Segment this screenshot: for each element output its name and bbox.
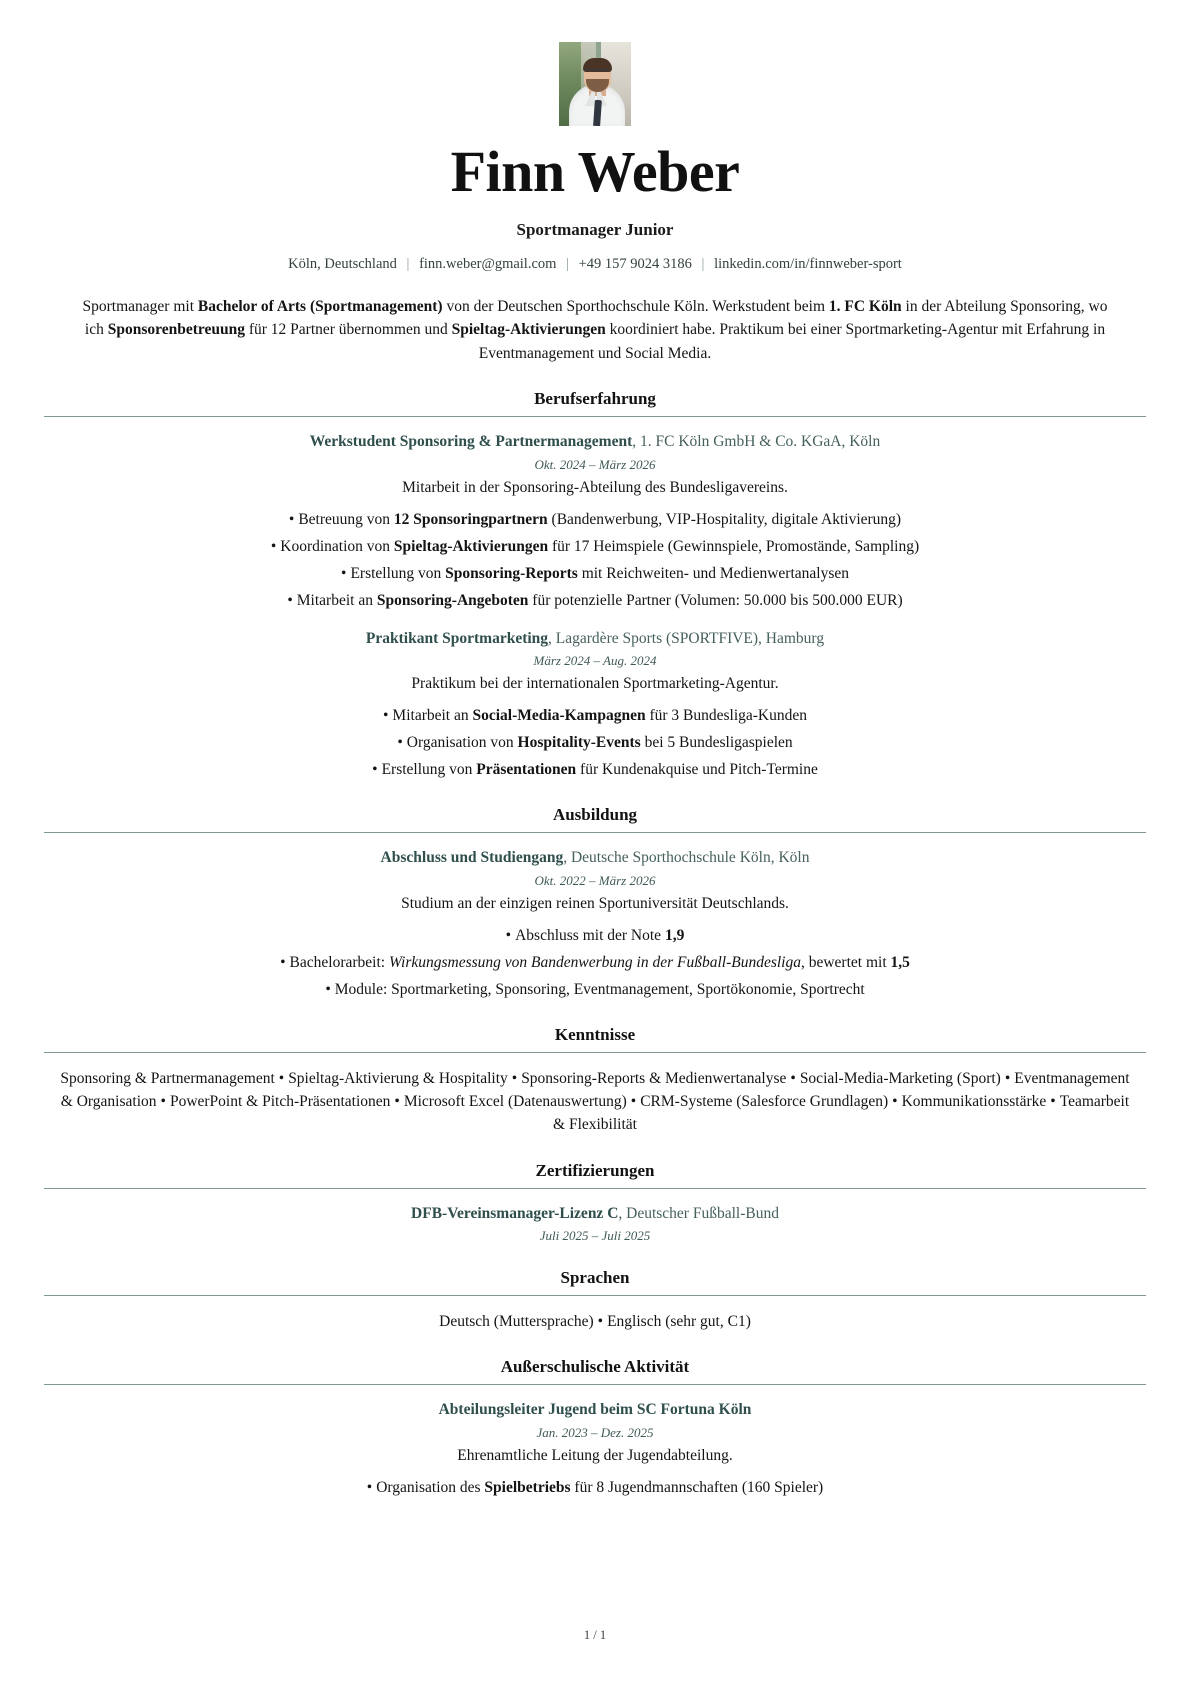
- experience-bullet: [44, 759, 1146, 781]
- education-entry-organization: , Deutsche Sporthochschule Köln, Köln: [563, 849, 810, 867]
- certification-entries: [44, 1203, 1146, 1244]
- bullet-text-mid: , bewertet mit: [800, 953, 891, 971]
- bullet-text: Betreuung von: [298, 510, 394, 528]
- contact-line: [44, 256, 1146, 273]
- section-title-experience: Berufserfahrung: [534, 389, 656, 409]
- certification-entry: [44, 1203, 1146, 1244]
- summary-bold-1: Bachelor of Arts (Sportmanagement): [197, 297, 443, 315]
- bullet-text: Bachelorarbeit:: [289, 953, 389, 971]
- experience-entry-dates: März 2024 – Aug. 2024: [533, 653, 657, 669]
- section-title-certifications: Zertifizierungen: [535, 1160, 655, 1180]
- bullet-text-post: für Kundenakquise und Pitch-Termine: [576, 761, 818, 779]
- profile-photo: [559, 42, 631, 126]
- skill-item: Teamarbeit & Flexibilität: [553, 1093, 1130, 1134]
- experience-entry-organization: , Lagardère Sports (SPORTFIVE), Hamburg: [548, 629, 825, 647]
- language-item: Englisch (sehr gut, C1): [607, 1313, 751, 1331]
- bullet-dot-icon: •: [505, 926, 512, 944]
- summary-text-3: in der Abteilung Sponsoring, wo ich: [84, 297, 1108, 339]
- bullet-text-post: für 17 Heimspiele (Gewinnspiele, Promostände, Sampling): [548, 537, 920, 555]
- bullet-text-post: (Bandenwerbung, VIP-Hospitality, digitale Aktivierung): [547, 510, 902, 528]
- list-separator-dot-icon: •: [892, 1093, 898, 1111]
- list-separator-dot-icon: •: [1004, 1069, 1011, 1087]
- education-bullet: [44, 979, 1146, 1001]
- activity-entry: [44, 1399, 1146, 1498]
- list-separator-dot-icon: •: [394, 1093, 400, 1111]
- skill-item: Eventmanagement & Organisation: [60, 1069, 1130, 1111]
- section-divider-skills: [44, 1052, 1146, 1053]
- list-separator-dot-icon: •: [160, 1093, 166, 1111]
- section-activities: [44, 1357, 1146, 1498]
- experience-entries: [44, 431, 1146, 781]
- photo-glasses: [585, 69, 610, 77]
- experience-bullet: [44, 705, 1146, 727]
- education-entry-heading: [44, 847, 1146, 869]
- bullet-dot-icon: •: [280, 953, 286, 971]
- bullet-text: Mitarbeit an: [392, 707, 473, 725]
- candidate-headline: Sportmanager Junior: [516, 219, 674, 239]
- languages-list: [58, 1310, 1133, 1333]
- summary-bold-4: Spieltag-Aktivierungen: [451, 321, 606, 339]
- activity-entries: [44, 1399, 1146, 1498]
- section-title-languages: Sprachen: [560, 1268, 630, 1288]
- bullet-emphasis: Hospitality-Events: [517, 734, 641, 752]
- education-entries: [44, 847, 1146, 1000]
- bullet-emphasis: 12 Sponsoringpartnern: [393, 510, 548, 528]
- bullet-dot-icon: •: [287, 591, 293, 609]
- bullet-emphasis: Präsentationen: [476, 761, 577, 779]
- bullet-text: Koordination von: [280, 537, 394, 555]
- section-title-activities: Außerschulische Aktivität: [500, 1357, 690, 1377]
- experience-entry-bullets: [44, 509, 1146, 612]
- summary-text-5: koordiniert habe. Praktikum bei einer Sportmarketing-Agentur mit Erfahrung in Eventmanagement und Social Media.: [478, 321, 1106, 362]
- bullet-emphasis: 1,5: [890, 953, 910, 971]
- section-divider-languages: [44, 1295, 1146, 1296]
- list-separator-dot-icon: •: [597, 1313, 604, 1331]
- bullet-dot-icon: •: [325, 980, 331, 998]
- certification-entry-role: DFB-Vereinsmanager-Lizenz C: [411, 1204, 619, 1222]
- summary-text-1: Sportmanager mit: [82, 297, 198, 315]
- section-skills: [44, 1025, 1146, 1137]
- experience-entry-role: Praktikant Sportmarketing: [365, 629, 549, 647]
- bullet-text-post: mit Reichweiten- und Medienwertanalysen: [577, 564, 849, 582]
- bullet-dot-icon: •: [372, 761, 378, 779]
- experience-entry-bullets: [44, 705, 1146, 781]
- education-entry-role: Abschluss und Studiengang: [380, 849, 564, 867]
- contact-separator-1: |: [406, 255, 410, 272]
- section-divider-activities: [44, 1384, 1146, 1385]
- bullet-emphasis: 1,9: [664, 926, 685, 944]
- bullet-emphasis: Spielbetriebs: [484, 1478, 571, 1496]
- summary-bold-3: Sponsorenbetreuung: [107, 321, 245, 339]
- experience-bullet: [44, 536, 1146, 558]
- activity-entry-heading: [44, 1399, 1146, 1421]
- section-divider-experience: [44, 416, 1146, 417]
- experience-entry-dates: Okt. 2024 – März 2026: [534, 456, 656, 472]
- list-separator-dot-icon: •: [278, 1069, 285, 1087]
- certification-entry-organization: , Deutscher Fußball-Bund: [618, 1204, 779, 1222]
- skill-item: CRM-Systeme (Salesforce Grundlagen): [640, 1093, 889, 1111]
- list-separator-dot-icon: •: [790, 1069, 796, 1087]
- education-entry-dates: Okt. 2022 – März 2026: [534, 872, 656, 888]
- skill-item: Kommunikationsstärke: [901, 1093, 1047, 1111]
- section-certifications: [44, 1161, 1146, 1244]
- candidate-name: Finn Weber: [450, 139, 740, 204]
- experience-bullet: [44, 732, 1146, 754]
- experience-entry-heading: [44, 628, 1146, 650]
- summary-bold-2: 1. FC Köln: [828, 297, 902, 315]
- bullet-text-post: für 8 Jugendmannschaften (160 Spieler): [570, 1478, 824, 1496]
- summary-text-4: für 12 Partner übernommen und: [244, 321, 452, 339]
- section-divider-education: [44, 832, 1146, 833]
- skills-list: [58, 1067, 1133, 1137]
- education-bullet: [44, 925, 1146, 947]
- skill-item: Microsoft Excel (Datenauswertung): [403, 1093, 627, 1111]
- bullet-text-post: für potenzielle Partner (Volumen: 50.000 bis 500.000 EUR): [528, 591, 903, 609]
- skill-item: PowerPoint & Pitch-Präsentationen: [169, 1093, 391, 1111]
- activity-entry-role: Abteilungsleiter Jugend beim SC Fortuna Köln: [438, 1401, 752, 1419]
- bullet-emphasis: Spieltag-Aktivierungen: [393, 537, 549, 555]
- bullet-text: Erstellung von: [350, 564, 446, 582]
- section-title-education: Ausbildung: [552, 805, 638, 825]
- language-item: Deutsch (Muttersprache): [439, 1313, 594, 1331]
- bullet-dot-icon: •: [341, 564, 347, 582]
- bullet-emphasis: Social-Media-Kampagnen: [472, 707, 646, 725]
- bullet-text-post: für 3 Bundesliga-Kunden: [645, 707, 808, 725]
- experience-entry-description: Mitarbeit in der Sponsoring-Abteilung des Bundesligavereins.: [402, 478, 788, 496]
- bullet-emphasis: Sponsoring-Reports: [445, 564, 578, 582]
- skill-item: Spieltag-Aktivierung & Hospitality: [288, 1069, 508, 1087]
- skill-item: Sponsoring & Partnermanagement: [60, 1069, 275, 1087]
- bullet-emphasis: Sponsoring-Angeboten: [376, 591, 529, 609]
- education-entry-bullets: [44, 925, 1146, 1001]
- skill-item: Sponsoring-Reports & Medienwertanalyse: [521, 1069, 787, 1087]
- summary-text-2: von der Deutschen Sporthochschule Köln. Werkstudent beim: [442, 297, 829, 315]
- experience-entry-organization: , 1. FC Köln GmbH & Co. KGaA, Köln: [632, 433, 881, 451]
- professional-summary: [80, 295, 1110, 366]
- contact-separator-2: |: [566, 255, 569, 272]
- experience-entry: [44, 431, 1146, 611]
- activity-entry-dates: Jan. 2023 – Dez. 2025: [536, 1424, 654, 1440]
- page-footer: 1 / 1: [583, 1628, 607, 1642]
- contact-location: Köln, Deutschland: [288, 255, 397, 272]
- contact-phone[interactable]: +49 157 9024 3186: [578, 255, 692, 272]
- section-languages: [44, 1268, 1146, 1333]
- bullet-dot-icon: •: [366, 1478, 373, 1496]
- activity-entry-description: Ehrenamtliche Leitung der Jugendabteilung.: [457, 1446, 733, 1464]
- bullet-dot-icon: •: [382, 707, 389, 725]
- education-entry-description: Studium an der einzigen reinen Sportuniversität Deutschlands.: [401, 894, 789, 912]
- certification-entry-dates: Juli 2025 – Juli 2025: [539, 1228, 651, 1244]
- bullet-text: Abschluss mit der Note: [515, 926, 665, 944]
- profile-photo-wrapper: [44, 42, 1146, 126]
- contact-separator-3: |: [701, 255, 705, 272]
- bullet-text: Erstellung von: [381, 761, 477, 779]
- experience-entry-heading: [44, 431, 1146, 453]
- bullet-dot-icon: •: [270, 537, 277, 555]
- bullet-text: Module: Sportmarketing, Sponsoring, Eventmanagement, Sportökonomie, Sportrecht: [334, 980, 865, 998]
- education-entry: [44, 847, 1146, 1000]
- bullet-text: Organisation des: [376, 1478, 485, 1496]
- activity-bullet: [44, 1477, 1146, 1499]
- activity-entry-bullets: [44, 1477, 1146, 1499]
- bullet-dot-icon: •: [397, 734, 403, 752]
- section-title-skills: Kenntnisse: [554, 1024, 636, 1044]
- education-bullet: [44, 952, 1146, 974]
- skill-item: Social-Media-Marketing (Sport): [799, 1069, 1001, 1087]
- section-education: [44, 805, 1146, 1000]
- experience-bullet: [44, 590, 1146, 612]
- bullet-text-post: bei 5 Bundesligaspielen: [640, 734, 793, 752]
- contact-linkedin[interactable]: linkedin.com/in/finnweber-sport: [714, 255, 902, 272]
- experience-bullet: [44, 509, 1146, 531]
- experience-bullet: [44, 563, 1146, 585]
- list-separator-dot-icon: •: [630, 1093, 637, 1111]
- experience-entry: [44, 628, 1146, 781]
- section-divider-certifications: [44, 1188, 1146, 1189]
- bullet-dot-icon: •: [288, 510, 295, 528]
- certification-entry-heading: [44, 1203, 1146, 1225]
- experience-entry-role: Werkstudent Sponsoring & Partnermanagement: [309, 433, 633, 451]
- experience-entry-description: Praktikum bei der internationalen Sportmarketing-Agentur.: [411, 675, 779, 693]
- bullet-text: Mitarbeit an: [296, 591, 377, 609]
- bullet-italic-text: Wirkungsmessung von Bandenwerbung in der Fußball-Bundesliga: [388, 953, 801, 971]
- contact-email[interactable]: finn.weber@gmail.com: [419, 255, 557, 272]
- list-separator-dot-icon: •: [511, 1069, 518, 1087]
- bullet-text: Organisation von: [406, 734, 518, 752]
- section-experience: [44, 389, 1146, 781]
- list-separator-dot-icon: •: [1050, 1093, 1056, 1111]
